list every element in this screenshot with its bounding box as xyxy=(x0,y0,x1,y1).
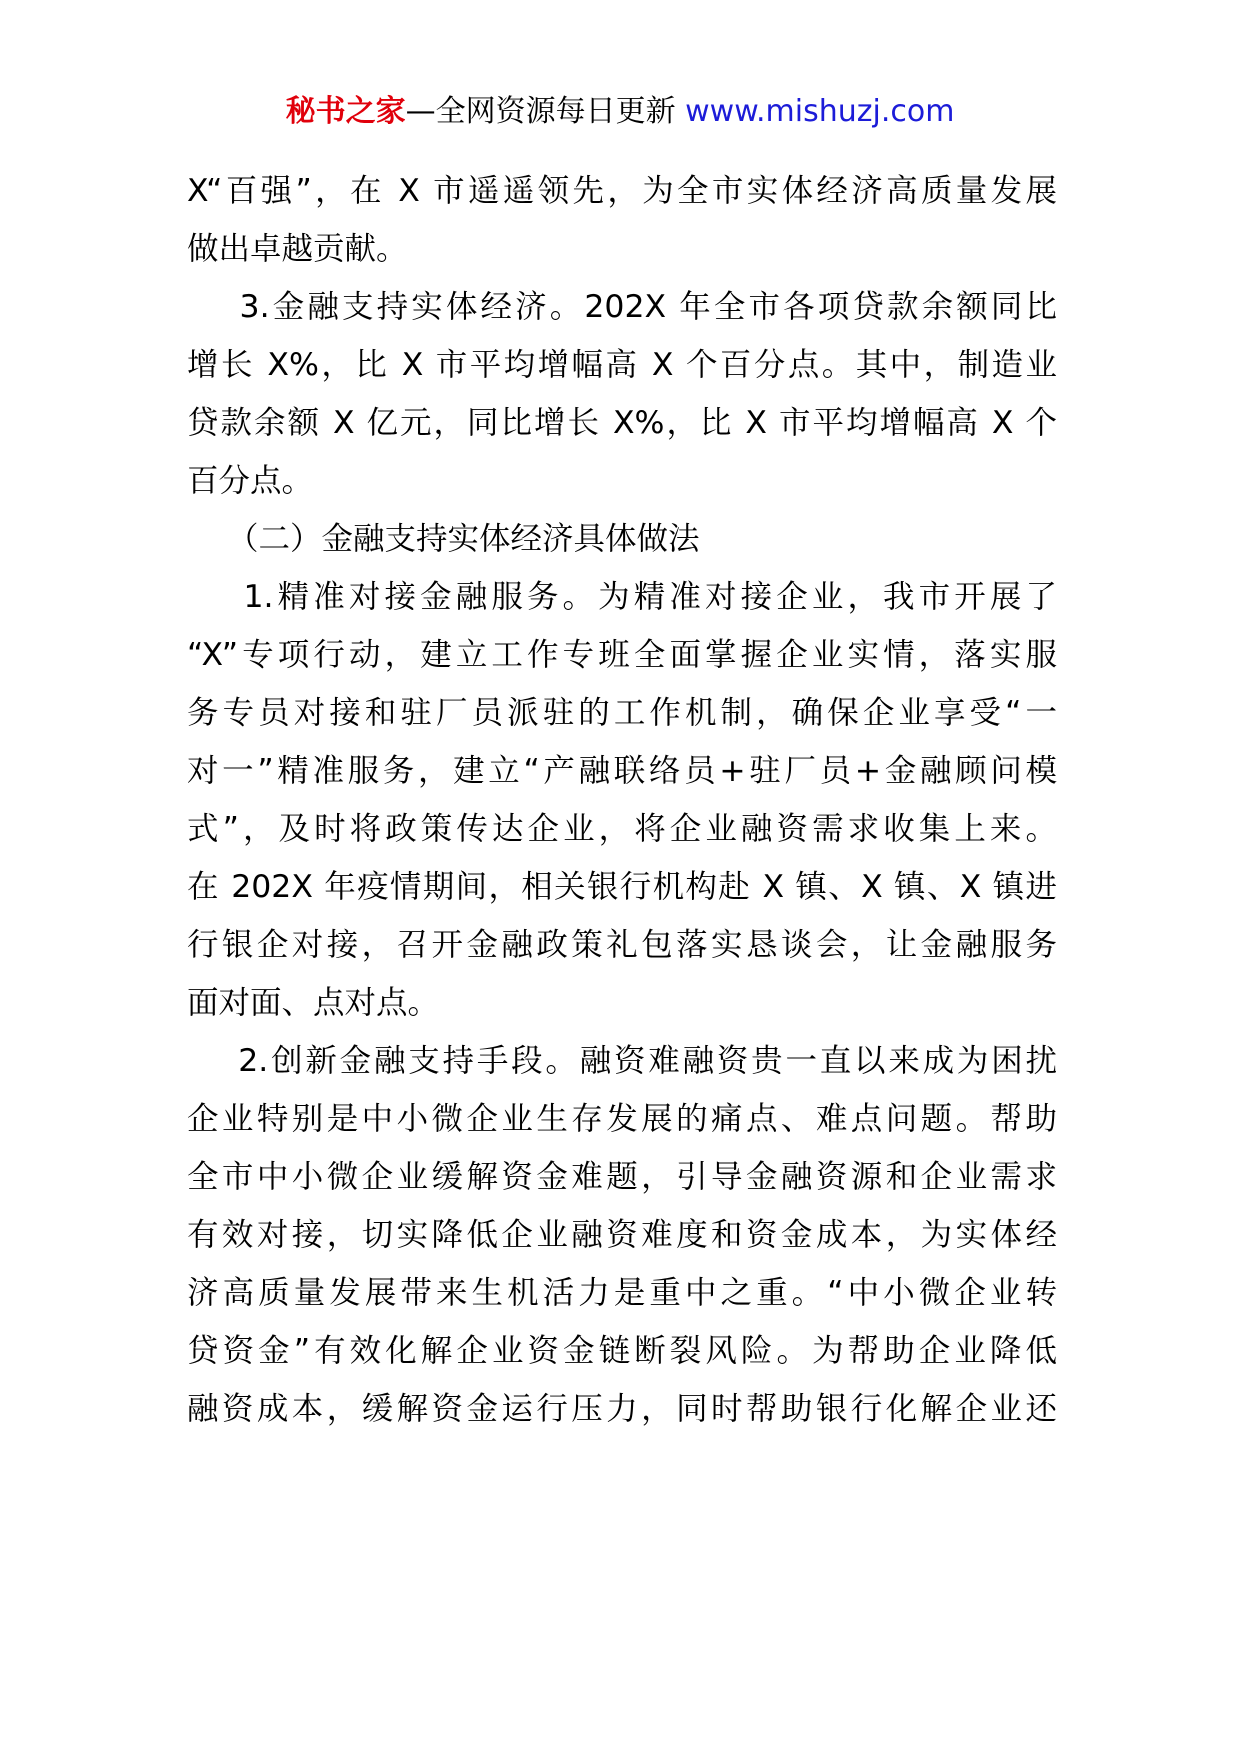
text-line: “X”专项行动，建立工作专班全面掌握企业实情，落实服 xyxy=(187,637,1057,673)
text-line: 做出卓越贡献。 xyxy=(187,231,408,267)
text-line: 全市中小微企业缓解资金难题，引导金融资源和企业需求 xyxy=(187,1159,1057,1195)
text-line: 1.精准对接金融服务。为精准对接企业，我市开展了 xyxy=(187,579,1057,615)
text-line: 增长 X%，比 X 市平均增幅高 X 个百分点。其中，制造业 xyxy=(187,347,1057,383)
text-line: 行银企对接，召开金融政策礼包落实恳谈会，让金融服务 xyxy=(187,927,1057,963)
section-heading: （二）金融支持实体经济具体做法 xyxy=(187,521,700,557)
text-line: 在 202X 年疫情期间，相关银行机构赴 X 镇、X 镇、X 镇进 xyxy=(187,869,1057,905)
brand-name: 秘书之家 xyxy=(285,94,406,129)
text-line: X“百强”，在 X 市遥遥领先，为全市实体经济高质量发展 xyxy=(187,173,1057,209)
text-line: 贷款余额 X 亿元，同比增长 X%，比 X 市平均增幅高 X 个 xyxy=(187,405,1057,441)
text-line: 百分点。 xyxy=(187,463,314,499)
text-line: 式”，及时将政策传达企业，将企业融资需求收集上来。 xyxy=(187,811,1057,847)
text-line: 贷资金”有效化解企业资金链断裂风险。为帮助企业降低 xyxy=(187,1333,1057,1369)
text-line: 有效对接，切实降低企业融资难度和资金成本，为实体经 xyxy=(187,1217,1057,1253)
text-line: 面对面、点对点。 xyxy=(187,985,440,1021)
text-line: 务专员对接和驻厂员派驻的工作机制，确保企业享受“一 xyxy=(187,695,1057,731)
text-line: 企业特别是中小微企业生存发展的痛点、难点问题。帮助 xyxy=(187,1101,1057,1137)
document-body xyxy=(187,162,1057,1438)
site-header xyxy=(0,92,1240,132)
text-line: 融资成本，缓解资金运行压力，同时帮助银行化解企业还 xyxy=(187,1391,1057,1427)
text-line: 3.金融支持实体经济。202X 年全市各项贷款余额同比 xyxy=(187,289,1057,325)
text-line: 济高质量发展带来生机活力是重中之重。“中小微企业转 xyxy=(187,1275,1057,1311)
text-line: 2.创新金融支持手段。融资难融资贵一直以来成为困扰 xyxy=(187,1043,1057,1079)
header-url[interactable]: www.mishuzj.com xyxy=(685,94,955,129)
text-line: 对一”精准服务，建立“产融联络员+驻厂员+金融顾问模 xyxy=(187,753,1057,789)
header-tagline: —全网资源每日更新 xyxy=(405,94,686,129)
